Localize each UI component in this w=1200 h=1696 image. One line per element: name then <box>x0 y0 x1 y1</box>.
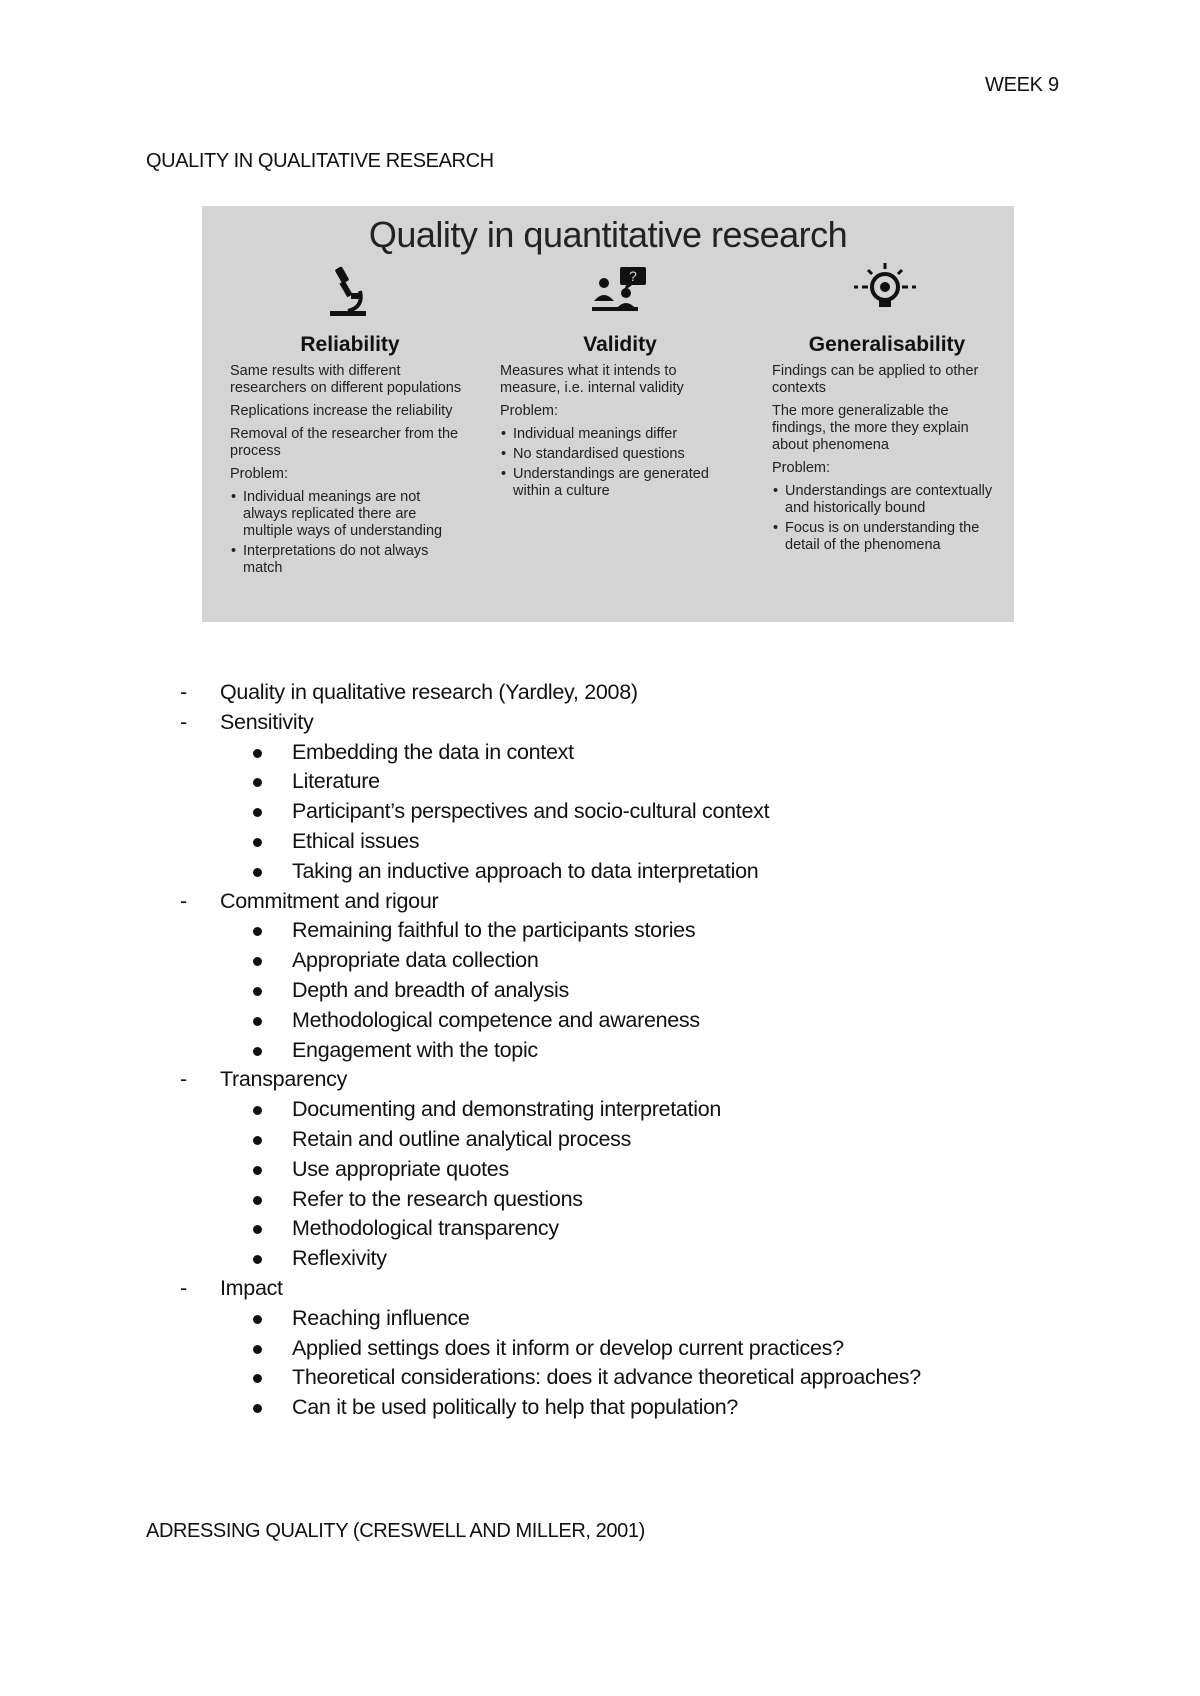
bullet-icon <box>253 1106 262 1115</box>
generalisability-problem-item: • Focus is on understanding the detail of the phenomena <box>785 520 1002 554</box>
quality-figure <box>202 206 1014 622</box>
sub-list-item <box>180 1157 921 1187</box>
bullet-icon <box>253 987 262 996</box>
sub-list-item <box>180 1365 921 1395</box>
dash-marker: - <box>180 709 187 734</box>
sub-list-item <box>180 1306 921 1336</box>
sub-item-text: Taking an inductive approach to data interpretation <box>292 858 759 883</box>
reliability-problem-item: • Individual meanings are not always replicated there are multiple ways of understanding <box>243 489 462 540</box>
bullet-icon <box>253 1047 262 1056</box>
sub-item-text: Reflexivity <box>292 1246 387 1271</box>
reliability-heading: Reliability <box>300 333 400 356</box>
svg-text:?: ? <box>629 268 637 284</box>
bullet-icon <box>253 1374 262 1383</box>
sub-list-item <box>180 859 921 889</box>
sub-list-item <box>180 1216 921 1246</box>
week-label: WEEK 9 <box>985 74 1059 96</box>
list-item-text: Commitment and rigour <box>220 888 439 913</box>
list-item <box>180 1276 921 1306</box>
bullet-icon <box>253 1345 262 1354</box>
section-heading-2: ADRESSING QUALITY (CRESWELL AND MILLER, 2001) <box>146 1520 645 1542</box>
reliability-text-2: Replications increase the reliability <box>230 403 453 419</box>
sub-list-item <box>180 1246 921 1276</box>
sub-list-item <box>180 1395 921 1425</box>
dash-marker: - <box>180 888 187 913</box>
sub-item-text: Retain and outline analytical process <box>292 1126 632 1151</box>
sub-item-text: Embedding the data in context <box>292 739 574 764</box>
sub-list-item <box>180 829 921 859</box>
sub-list-item <box>180 1336 921 1366</box>
figure-title: Quality in quantitative research <box>368 214 848 255</box>
bullet-icon <box>253 749 262 758</box>
sub-item-text: Engagement with the topic <box>292 1037 538 1062</box>
bullet-icon <box>253 1404 262 1413</box>
list-item-text: Quality in qualitative research (Yardley, 2008) <box>220 680 638 704</box>
sub-list-item <box>180 740 921 770</box>
bullet-icon <box>253 1196 262 1205</box>
sub-item-text: Remaining faithful to the participants stories <box>292 918 696 943</box>
sub-list-item <box>180 918 921 948</box>
list-item-text: Transparency <box>220 1067 348 1092</box>
bullet-icon <box>253 1315 262 1324</box>
bullet-icon <box>253 868 262 877</box>
sub-item-text: Ethical issues <box>292 828 420 853</box>
bullet-icon <box>253 1017 262 1026</box>
bullet-icon <box>253 1166 262 1175</box>
list-item <box>180 1067 921 1097</box>
quality-list <box>180 680 921 1425</box>
lightbulb-icon <box>850 261 920 321</box>
sub-item-text: Literature <box>292 769 380 794</box>
generalisability-text-1: Findings can be applied to other contexts <box>772 363 979 396</box>
sub-list-item <box>180 948 921 978</box>
bullet-icon <box>253 1255 262 1264</box>
dash-marker: - <box>180 1067 187 1092</box>
generalisability-text-2: The more generalizable the findings, the more they explain about phenomena <box>772 403 969 453</box>
sub-item-text: Appropriate data collection <box>292 948 539 973</box>
list-item-text: Sensitivity <box>220 709 314 734</box>
bullet-icon <box>253 1225 262 1234</box>
reliability-text-3: Removal of the researcher from the process <box>230 426 459 459</box>
list-item <box>180 710 921 740</box>
section-heading: QUALITY IN QUALITATIVE RESEARCH <box>146 150 494 172</box>
validity-problem-label: Problem: <box>500 403 559 419</box>
dash-marker: - <box>180 680 187 704</box>
sub-list-item <box>180 1187 921 1217</box>
generalisability-heading: Generalisability <box>808 333 966 356</box>
sub-item-text: Methodological transparency <box>292 1216 559 1241</box>
bullet-icon <box>253 838 262 847</box>
sub-list-item <box>180 1127 921 1157</box>
reliability-problem-label: Problem: <box>230 466 289 482</box>
sub-item-text: Applied settings does it inform or develop current practices? <box>292 1335 844 1360</box>
sub-item-text: Use appropriate quotes <box>292 1156 509 1181</box>
sub-item-text: Methodological competence and awareness <box>292 1007 700 1032</box>
validity-problem-item: • No standardised questions <box>513 446 720 463</box>
microscope-icon <box>318 261 378 321</box>
validity-heading: Validity <box>583 333 657 356</box>
sub-list-item <box>180 978 921 1008</box>
bullet-icon <box>253 808 262 817</box>
generalisability-problem-label: Problem: <box>772 460 831 476</box>
sub-list-item <box>180 1038 921 1068</box>
sub-item-text: Refer to the research questions <box>292 1186 583 1211</box>
list-item <box>180 680 921 710</box>
sub-item-text: Theoretical considerations: does it advance theoretical approaches? <box>292 1365 921 1390</box>
bullet-icon <box>253 957 262 966</box>
sub-item-text: Depth and breadth of analysis <box>292 977 569 1002</box>
sub-list-item <box>180 799 921 829</box>
bullet-icon <box>253 927 262 936</box>
validity-text-1: Measures what it intends to measure, i.e. internal validity <box>500 363 684 396</box>
sub-item-text: Reaching influence <box>292 1305 470 1330</box>
validity-problem-item: • Individual meanings differ <box>513 426 720 443</box>
sub-item-text: Can it be used politically to help that population? <box>292 1395 739 1420</box>
sub-list-item <box>180 1008 921 1038</box>
sub-item-text: Participant’s perspectives and socio-cultural context <box>292 799 770 824</box>
reliability-text-1: Same results with different researchers on different populations <box>230 363 462 396</box>
validity-problem-item: • Understandings are generated within a culture <box>513 466 720 500</box>
bullet-icon <box>253 778 262 787</box>
sub-list-item <box>180 1097 921 1127</box>
reliability-problem-item: • Interpretations do not always match <box>243 543 462 577</box>
sub-item-text: Documenting and demonstrating interpretation <box>292 1097 722 1122</box>
people-question-icon <box>586 261 652 321</box>
dash-marker: - <box>180 1275 187 1300</box>
sub-list-item <box>180 769 921 799</box>
generalisability-problem-item: • Understandings are contextually and historically bound <box>785 483 1002 517</box>
list-item-text: Impact <box>220 1275 283 1300</box>
bullet-icon <box>253 1136 262 1145</box>
list-item <box>180 889 921 919</box>
